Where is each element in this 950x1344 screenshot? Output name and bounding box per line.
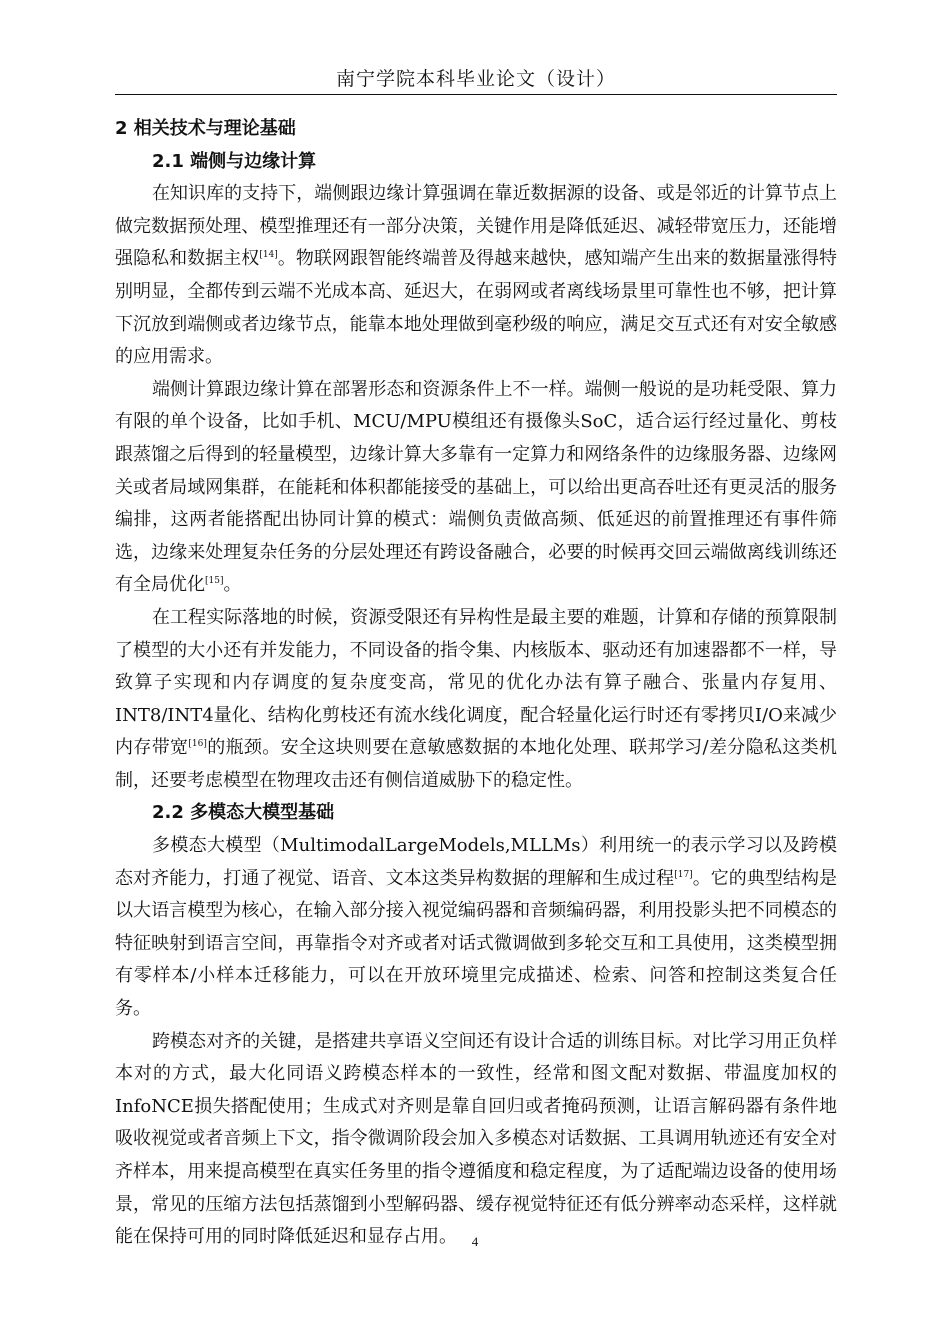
paragraph bbox=[115, 830, 837, 1026]
paragraph-text: 多模态大模型（MultimodalLargeModels,MLLMs）利用统一的表示学习以及跨模态对齐能力，打通了视觉、语音、文本这类异构数据的理解和生成过程 bbox=[115, 835, 837, 889]
paragraph-text: 的瓶颈。安全这块则要在意敏感数据的本地化处理、联邦学习/差分隐私这类机制，还要考虑模型在物理攻击还有侧信道威胁下的稳定性。 bbox=[115, 737, 838, 791]
header-rule bbox=[115, 94, 837, 95]
paragraph-text: 端侧计算跟边缘计算在部署形态和资源条件上不一样。端侧一般说的是功耗受限、算力有限的单个设备，比如手机、MCU/MPU模组还有摄像头SoC，适合运行经过量化、剪枝跟蒸馏之后得到的轻量模型，边缘计算大多靠有一定算力和网络条件的边缘服务器、边缘网关或者局域网集群，在能耗和体积都能接受的基础上，可以给出更高吞吐还有更灵活的服务编排，这两者能搭配出协同计算的模式：端侧负责做高频、低延迟的前置推理还有事件筛选，边缘来处理复杂任务的分层处理还有跨设备融合，必要的时候再交回云端做离线训练还有全局优化 bbox=[115, 378, 837, 596]
page-number: 4 bbox=[471, 1234, 479, 1249]
paragraph-text: 。 bbox=[223, 574, 242, 596]
body-text bbox=[115, 113, 837, 1254]
paragraph-text: 在工程实际落地的时候，资源受限还有异构性是最主要的难题，计算和存储的预算限制了模型的大小还有并发能力，不同设备的指令集、内核版本、驱动还有加速器都不一样，导致算子实现和内存调度的复杂度变高，常见的优化办法有算子融合、张量内存复用、INT8/INT4量化、结构化剪枝还有流水线化调度，配合轻量化运行时还有零拷贝I/O来减少内存带宽 bbox=[115, 606, 837, 759]
paragraph-text: 。它的典型结构是以大语言模型为核心，在输入部分接入视觉编码器和音频编码器，利用投影头把不同模态的特征映射到语言空间，再靠指令对齐或者对话式微调做到多轮交互和工具使用，这类模型拥有零样本/小样本迁移能力，可以在开放环境里完成描述、检索、问答和控制这类复合任务。 bbox=[115, 867, 837, 1020]
paragraph bbox=[115, 178, 837, 374]
citation: [15] bbox=[205, 576, 224, 587]
citation: [16] bbox=[188, 739, 207, 750]
citation: [14] bbox=[259, 250, 278, 261]
paragraph-text: 在知识库的支持下，端侧跟边缘计算强调在靠近数据源的设备、或是邻近的计算节点上做完数据预处理、模型推理还有一部分决策，关键作用是降低延迟、减轻带宽压力，还能增强隐私和数据主权 bbox=[115, 183, 837, 270]
running-header: 南宁学院本科毕业论文（设计） bbox=[335, 68, 616, 90]
section-heading-2-2: 2.2 多模态大模型基础 bbox=[152, 802, 335, 824]
citation: [17] bbox=[674, 869, 693, 880]
paragraph: 跨模态对齐的关键，是搭建共享语义空间还有设计合适的训练目标。对比学习用正负样本对的方式，最大化同语义跨模态样本的一致性，经常和图文配对数据、带温度加权的InfoNCE损失搭配使用；生成式对齐则是靠自回归或者掩码预测，让语言解码器有条件地吸收视觉或者音频上下文，指令微调阶段会加入多模态对话数据、工具调用轨迹还有安全对齐样本，用来提高模型在真实任务里的指令遵循度和稳定程度，为了适配端边设备的使用场景，常见的压缩方法包括蒸馏到小型解码器、缓存视觉特征还有低分辨率动态采样，这样就能在保持可用的同时降低延迟和显存占用。 bbox=[115, 1030, 837, 1248]
chapter-heading: 2 相关技术与理论基础 bbox=[115, 118, 296, 139]
section-heading-2-1: 2.1 端侧与边缘计算 bbox=[152, 150, 317, 172]
paragraph-text: 。物联网跟智能终端普及得越来越快，感知端产生出来的数据量涨得特别明显，全都传到云端不光成本高、延迟大，在弱网或者离线场景里可靠性也不够，把计算下沉放到端侧或者边缘节点，能靠本地处理做到毫秒级的响应，满足交互式还有对安全敏感的应用需求。 bbox=[115, 248, 837, 368]
paragraph bbox=[115, 374, 837, 602]
paragraph bbox=[115, 602, 837, 798]
